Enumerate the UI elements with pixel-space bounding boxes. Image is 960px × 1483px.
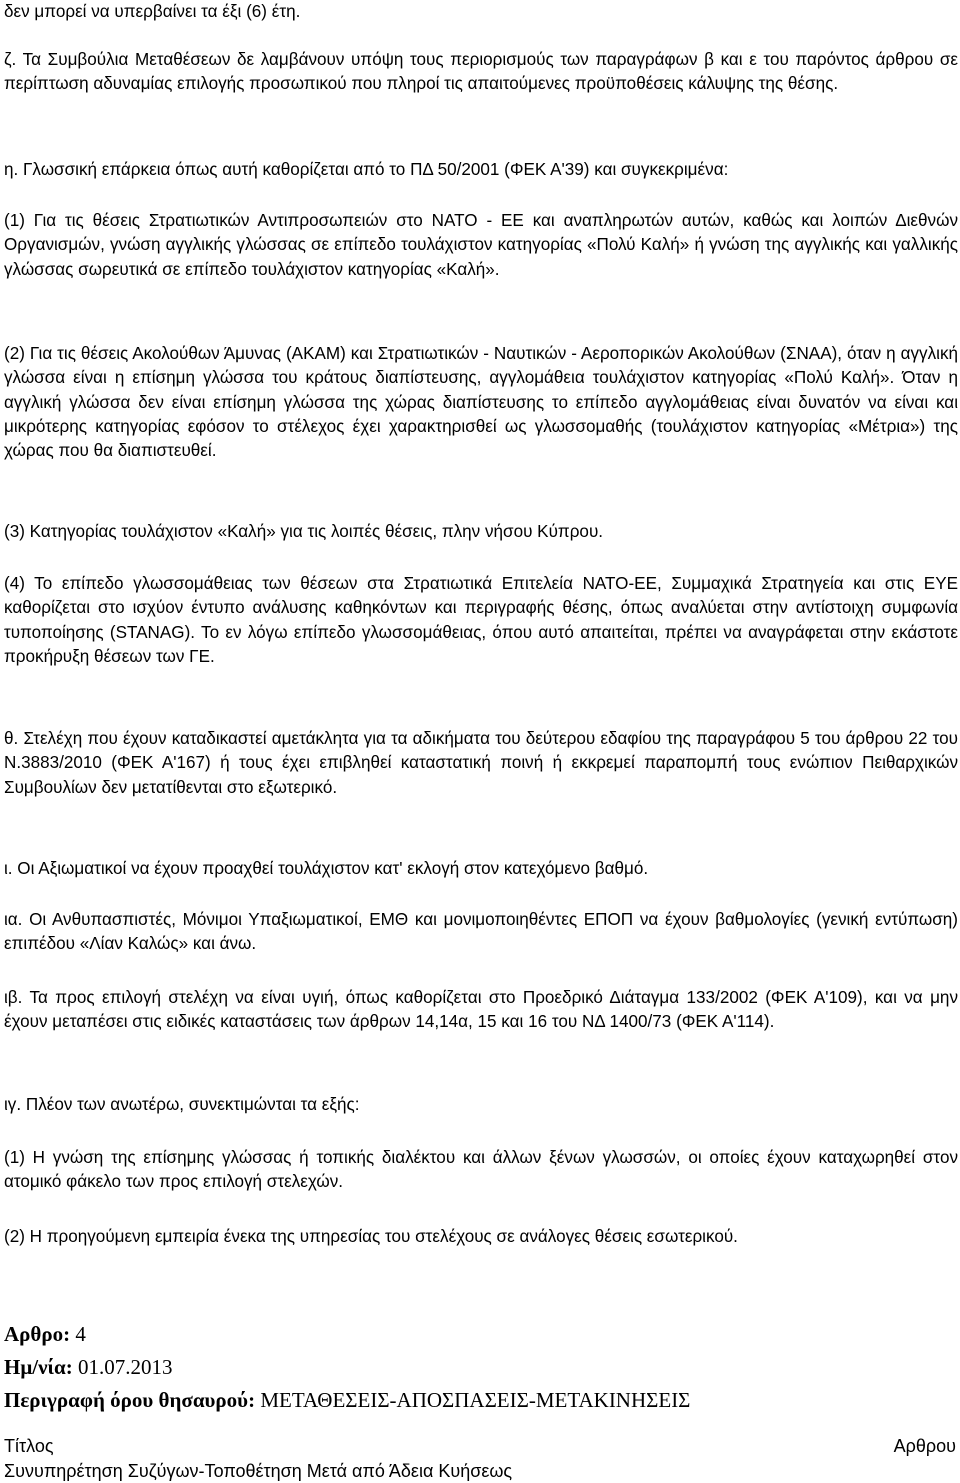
date-label: Ημ/νία:: [4, 1355, 73, 1379]
date-value: 01.07.2013: [77, 1355, 173, 1379]
paragraph-h-2: (2) Για τις θέσεις Ακολούθων Άμυνας (ΑΚΑΜ) και Στρατιωτικών - Ναυτικών - Αεροπορικών Ακολούθων (ΣΝΑΑ), όταν η αγγλική γλώσσα είναι η επίσημη γλώσσα του κράτους διαπίστευσης, αγγλομάθεια τουλάχιστον κατηγορίας «Πολύ Καλή». Όταν η αγγλική γλώσσα δεν είναι επίσημη γλώσσα της χώρας διαπίστευσης το επίπεδο αγγλομάθειας είναι δυνατόν να είναι και μικρότερης κατηγορίας εφόσον το στέλεχος έχει χαρακτηρισθεί ως γλωσσομαθής (τουλάχιστον κατηγορίας «Μέτρια») της χώρας που θα διαπιστευθεί.: [4, 344, 958, 461]
row-title: Συνυπηρέτηση Συζύγων-Τοποθέτηση Μετά από Άδεια Κυήσεως: [4, 1461, 513, 1481]
paragraph-th: θ. Στελέχη που έχουν καταδικαστεί αμετάκλητα για τα αδικήματα του δεύτερου εδαφίου της παραγράφου 5 του άρθρου 22 του Ν.3883/2010 (ΦΕΚ Α'167) ή τους έχει επιβληθεί καταστατική ποινή ή εκκρεμεί παραπομπή τους ενώπιον Πειθαρχικών Συμβουλίων δεν μετατίθενται στο εξωτερικό.: [4, 729, 958, 797]
description-line: [4, 1387, 958, 1413]
column-title: Τίτλος: [4, 1436, 54, 1456]
paragraph-ia: ια. Οι Ανθυπασπιστές, Μόνιμοι Υπαξιωματικοί, ΕΜΘ και μονιμοποιηθέντες ΕΠΟΠ να έχουν βαθμολογίες (γενική εντύπωση) επιπέδου «Λίαν Καλώς» και άνω.: [4, 910, 958, 954]
article-label: Αρθρο:: [4, 1322, 71, 1346]
paragraph-ib: ιβ. Τα προς επιλογή στελέχη να είναι υγιή, όπως καθορίζεται στο Προεδρικό Διάταγμα 133/2002 (ΦΕΚ Α'109), και να μην έχουν μεταπέσει στις ειδικές καταστάσεις των άρθρων 14,14α, 15 και 16 του ΝΔ 1400/73 (ΦΕΚ Α'114).: [4, 988, 958, 1032]
table-row: [4, 1459, 512, 1483]
paragraph-i: ι. Οι Αξιωματικοί να έχουν προαχθεί τουλάχιστον κατ' εκλογή στον κατεχόμενο βαθμό.: [4, 859, 649, 878]
column-articles: Αρθρου: [893, 1436, 956, 1456]
table-header: [4, 1434, 956, 1458]
paragraph-intro-tail: δεν μπορεί να υπερβαίνει τα έξι (6) έτη.: [4, 2, 301, 21]
article-line: [4, 1321, 958, 1347]
paragraph-ig-2: (2) Η προηγούμενη εμπειρία ένεκα της υπηρεσίας του στελέχους σε ανάλογες θέσεις εσωτερικού.: [4, 1227, 738, 1246]
paragraph-ig: ιγ. Πλέον των ανωτέρω, συνεκτιμώνται τα εξής:: [4, 1095, 360, 1114]
paragraph-h-3: (3) Κατηγορίας τουλάχιστον «Καλή» για τις λοιπές θέσεις, πλην νήσου Κύπρου.: [4, 522, 604, 541]
document-metadata: [4, 1321, 958, 1413]
description-value: ΜΕΤΑΘΕΣΕΙΣ-ΑΠΟΣΠΑΣΕΙΣ-ΜΕΤΑΚΙΝΗΣΕΙΣ: [260, 1388, 691, 1412]
paragraph-h: η. Γλωσσική επάρκεια όπως αυτή καθορίζεται από το ΠΔ 50/2001 (ΦΕΚ Α'39) και συγκεκριμένα:: [4, 160, 729, 179]
paragraph-z: ζ. Τα Συμβούλια Μεταθέσεων δε λαμβάνουν υπόψη τους περιορισμούς των παραγράφων β και ε του παρόντος άρθρου σε περίπτωση αδυναμίας επιλογής προσωπικού που πληροί τις απαιτούμενες προϋποθέσεις κάλυψης της θέσης.: [4, 50, 958, 94]
article-value: 4: [75, 1322, 86, 1346]
description-label: Περιγραφή όρου θησαυρού:: [4, 1388, 256, 1412]
paragraph-h-4: (4) Το επίπεδο γλωσσομάθειας των θέσεων στα Στρατιωτικά Επιτελεία ΝΑΤΟ-ΕΕ, Συμμαχικά Στρατηγεία και στις ΕΥΕ καθορίζεται στο ισχύον έντυπο ανάλυσης καθηκόντων και περιγραφής θέσης, όπως αναλύεται στην αντίστοιχη συμφωνία τυποποίησης (STANAG). Το εν λόγω επίπεδο γλωσσομάθειας, όπου αυτό απαιτείται, πρέπει να αναγράφεται στην εκάστοτε προκήρυξη θέσεων των ΓΕ.: [4, 574, 958, 666]
paragraph-h-1: (1) Για τις θέσεις Στρατιωτικών Αντιπροσωπειών στο ΝΑΤΟ - ΕΕ και αναπληρωτών αυτών, καθώς και λοιπών Διεθνών Οργανισμών, γνώση αγγλικής γλώσσας σε επίπεδο τουλάχιστον κατηγορίας «Πολύ Καλή» ή γνώση της αγγλικής και γαλλικής γλώσσας σωρευτικά σε επίπεδο τουλάχιστον κατηγορίας «Καλή».: [4, 211, 958, 279]
date-line: [4, 1354, 958, 1380]
paragraph-ig-1: (1) Η γνώση της επίσημης γλώσσας ή τοπικής διαλέκτου και άλλων ξένων γλωσσών, οι οποίες έχουν καταχωρηθεί στον ατομικό φάκελο των προς επιλογή στελεχών.: [4, 1148, 958, 1192]
